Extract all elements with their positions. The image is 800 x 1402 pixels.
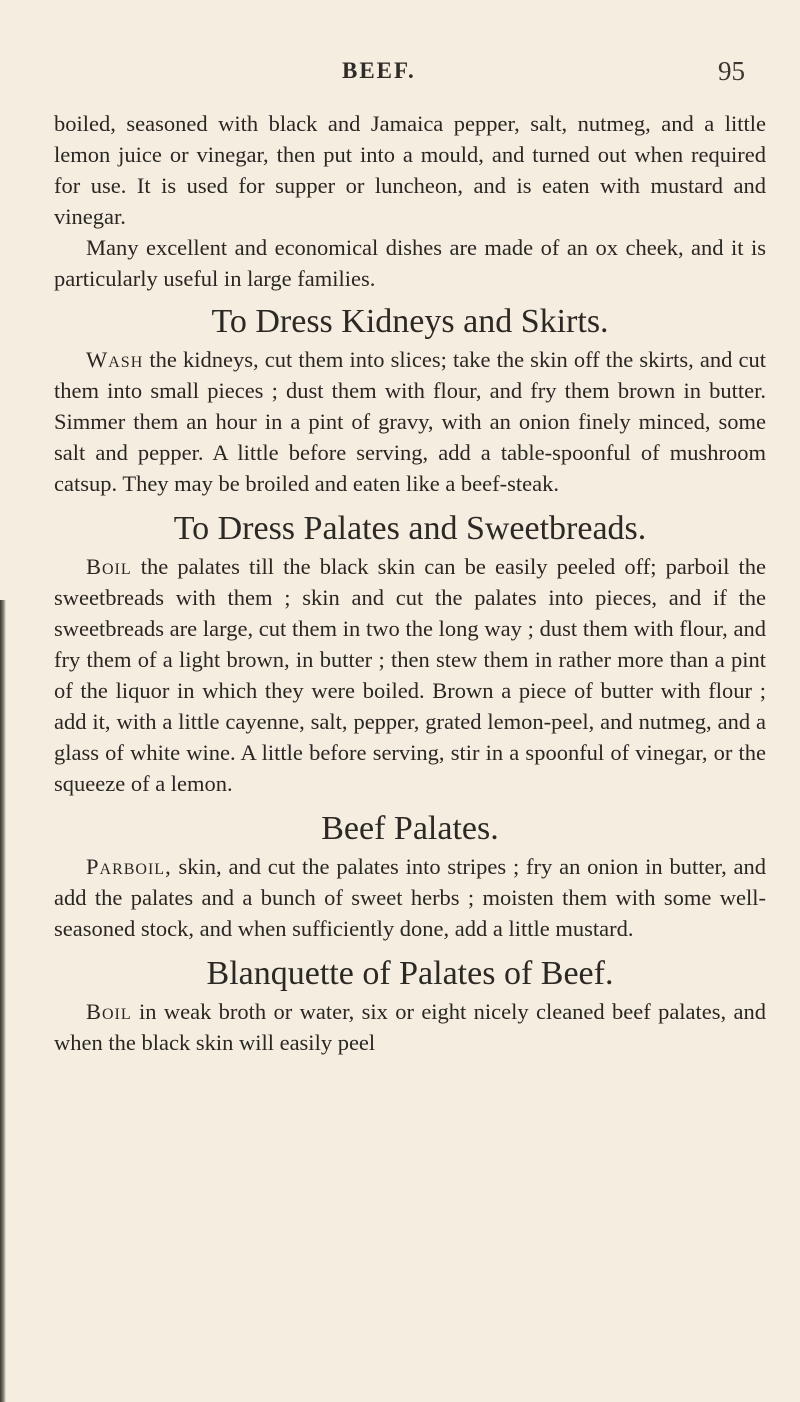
- recipe-heading: To Dress Kidneys and Skirts.: [211, 303, 609, 340]
- recipe-heading: Blanquette of Palates of Beef.: [206, 955, 614, 992]
- paragraph: Many excellent and economical dishes are made of an ox cheek, and it is particularly useful in large families.: [54, 235, 766, 291]
- recipe-text: the kidneys, cut them into slices; take the skin off the skirts, and cut them into small pieces ; dust them with flour, and fry them brown in butter. Simmer them an hour in a pint of gravy, with an onion finely minced, some salt and pepper. A little before serving, add a table-spoonful of mushroom catsup. They may be broiled and eaten like a beef-steak.: [54, 347, 766, 496]
- recipe-paragraph: [54, 551, 766, 799]
- recipe-text: skin, and cut the palates into stripes ; fry an onion in butter, and add the palates and a bunch of sweet herbs ; moisten them with some well-seasoned stock, and when sufficiently done, add a little mustard.: [54, 854, 766, 941]
- recipe-text: in weak broth or water, six or eight nicely cleaned beef palates, and when the black skin will easily peel: [54, 999, 766, 1055]
- recipe-paragraph: [54, 851, 766, 944]
- recipe-paragraph: [54, 344, 766, 499]
- recipe-text: the palates till the black skin can be easily peeled off; parboil the sweetbreads with them ; skin and cut the palates into pieces, and if the sweetbreads are large, cut them in two the long way ; dust them with flour, and fry them of a light brown, in butter ; then stew them in rather more than a pint of the liquor in which they were boiled. Brown a piece of butter with flour ; add it, with a little cayenne, salt, pepper, grated lemon-peel, and nutmeg, and a glass of white wine. A little before serving, stir in a spoonful of vinegar, or the squeeze of a lemon.: [54, 554, 766, 796]
- running-head: [0, 58, 800, 98]
- recipe-paragraph: [54, 996, 766, 1058]
- lead-word: Boil: [86, 554, 132, 579]
- running-head-title: BEEF.: [342, 58, 416, 83]
- page-number: 95: [718, 56, 745, 86]
- page-body: [54, 108, 766, 1058]
- lead-word: Boil: [86, 999, 132, 1024]
- recipe-heading: To Dress Palates and Sweetbreads.: [173, 510, 647, 547]
- page-edge-shadow: [0, 600, 6, 1402]
- paragraph: boiled, seasoned with black and Jamaica pepper, salt, nutmeg, and a little lemon juice or vinegar, then put into a mould, and turned out when required for use. It is used for supper or luncheon, and is eaten with mustard and vinegar.: [54, 111, 766, 229]
- lead-word: Wash: [86, 347, 144, 372]
- recipe-heading: Beef Palates.: [321, 810, 499, 847]
- lead-word: Parboil,: [86, 854, 172, 879]
